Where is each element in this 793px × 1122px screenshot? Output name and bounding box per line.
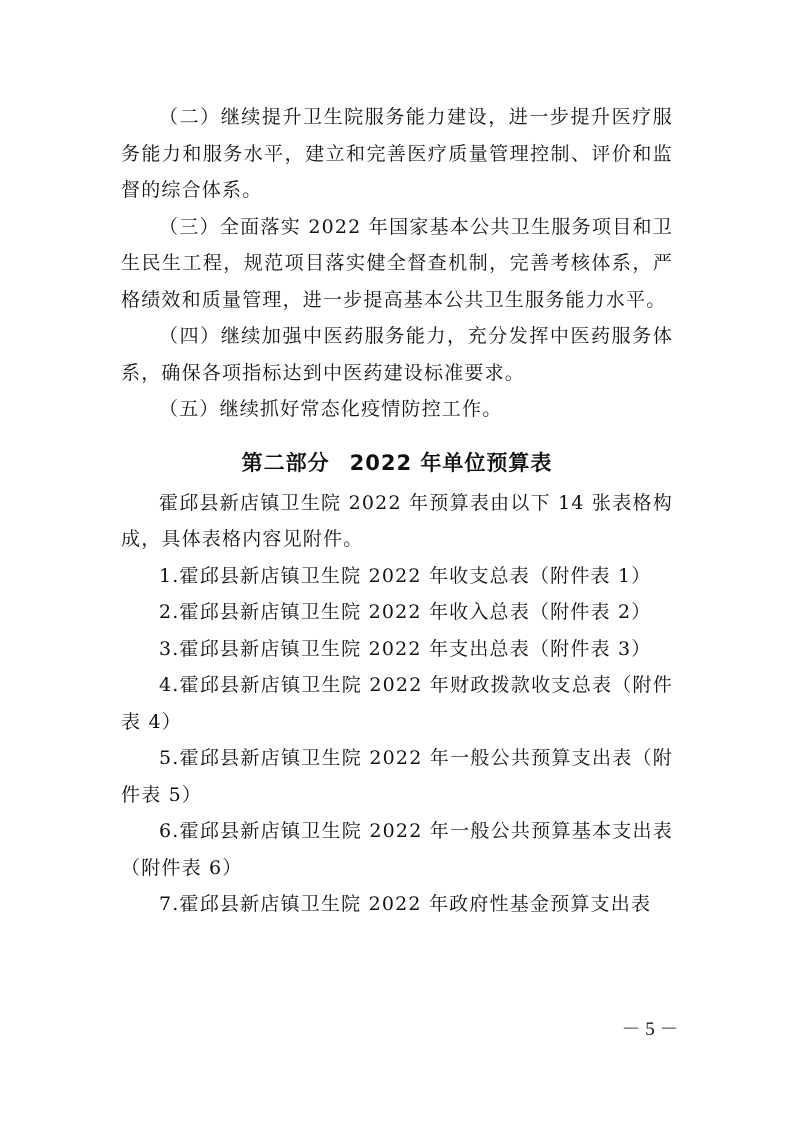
table-list-item-3: 3.霍邱县新店镇卫生院 2022 年支出总表（附件表 3） (159, 637, 652, 660)
paragraph-item-2: （二）继续提升卫生院服务能力建设，进一步提升医疗服务能力和服务水平，建立和完善医疗质量管理控制、评价和监督的综合体系。 (121, 106, 673, 201)
table-list-item-6: 6.霍邱县新店镇卫生院 2022 年一般公共预算基本支出表（附件表 6） (121, 820, 673, 879)
paragraph-item-5: （五）继续抓好常态化疫情防控工作。 (159, 398, 503, 420)
table-list-item-1: 1.霍邱县新店镇卫生院 2022 年收支总表（附件表 1） (159, 564, 652, 587)
page-number: － 5 － (621, 1019, 679, 1040)
table-list-item-7: 7.霍邱县新店镇卫生院 2022 年政府性基金预算支出表 (159, 893, 652, 915)
paragraph-item-4: （四）继续加强中医药服务能力，充分发挥中医药服务体系，确保各项指标达到中医药建设标准要求。 (121, 325, 673, 384)
table-list-item-4: 4.霍邱县新店镇卫生院 2022 年财政拨款收支总表（附件表 4） (121, 674, 673, 733)
table-list-item-5: 5.霍邱县新店镇卫生院 2022 年一般公共预算支出表（附件表 5） (121, 747, 673, 806)
paragraph-item-3: （三）全面落实 2022 年国家基本公共卫生服务项目和卫生民生工程，规范项目落实健全督查机制，完善考核体系，严格绩效和质量管理，进一步提高基本公共卫生服务能力水平。 (121, 215, 673, 311)
page-content (121, 99, 673, 923)
section-part: 第二部分 (241, 450, 330, 475)
section-heading (121, 443, 673, 483)
section-title: 2022 年单位预算表 (349, 450, 553, 475)
table-list-item-2: 2.霍邱县新店镇卫生院 2022 年收入总表（附件表 2） (159, 601, 652, 623)
intro-paragraph: 霍邱县新店镇卫生院 2022 年预算表由以下 14 张表格构成，具体表格内容见附件。 (121, 491, 673, 550)
